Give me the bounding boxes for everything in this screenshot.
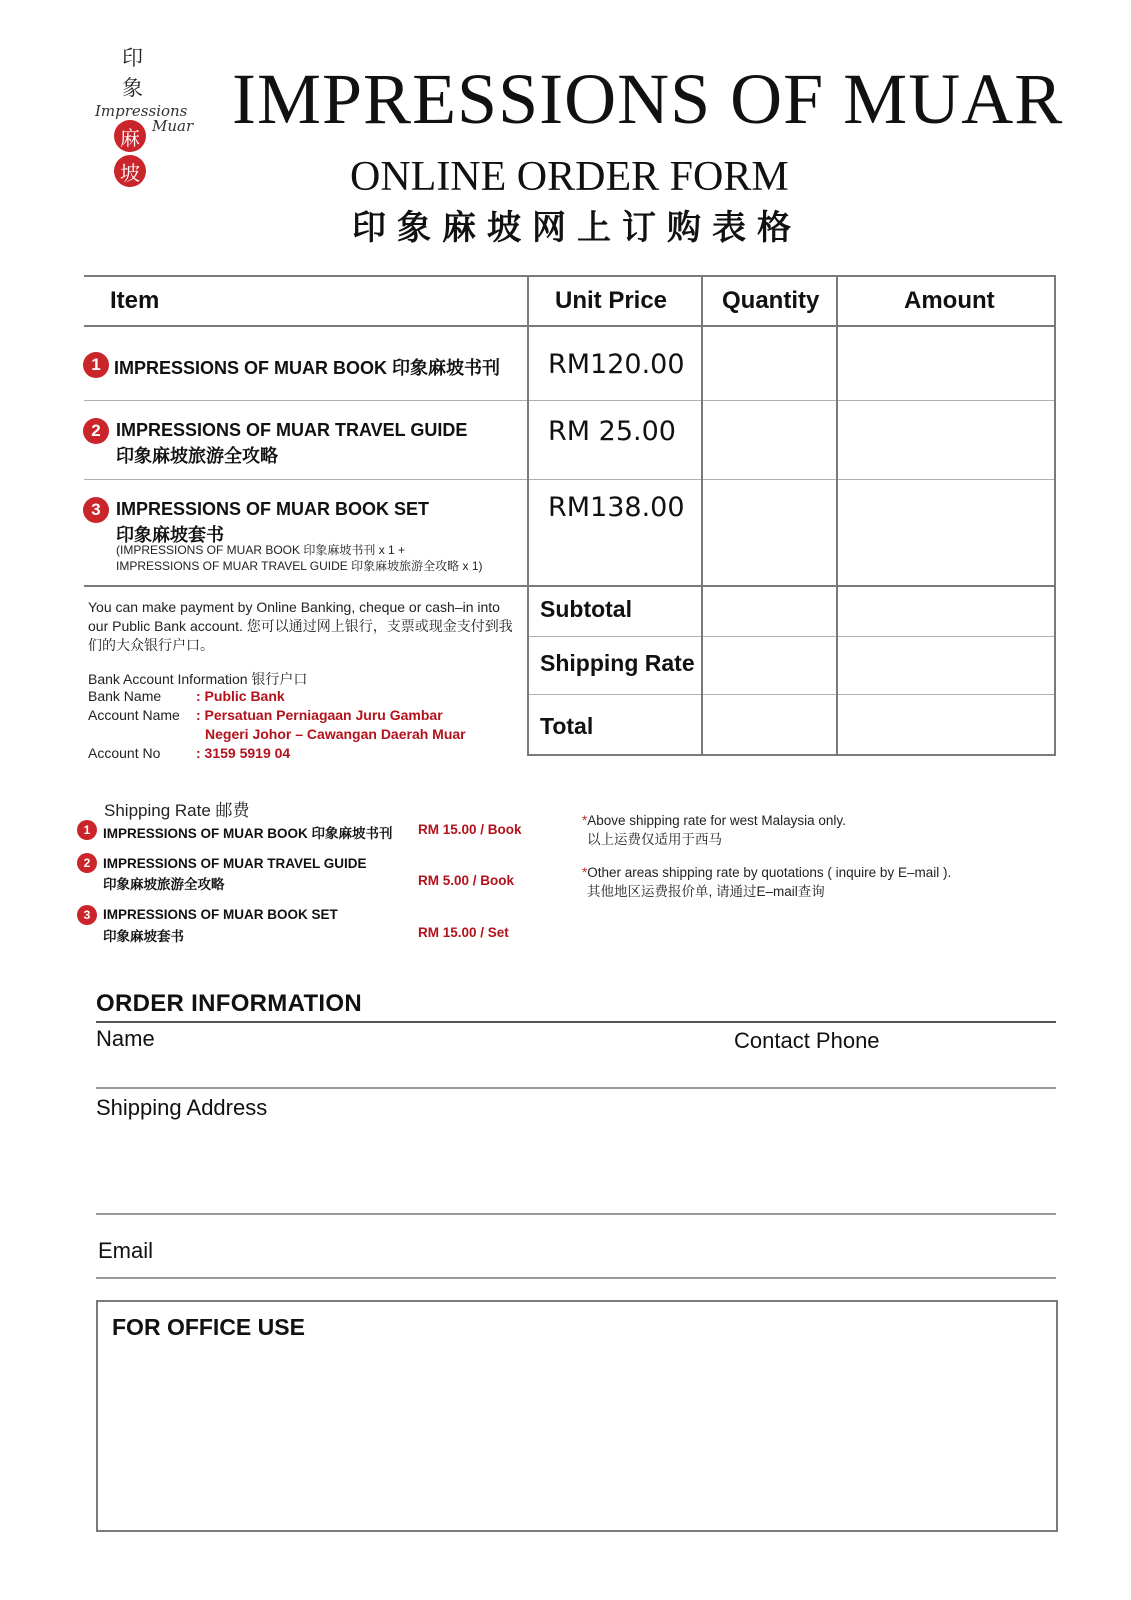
contact-phone-field[interactable] bbox=[730, 1023, 1056, 1087]
shipping-item-badge: 2 bbox=[77, 853, 97, 873]
total-label: Total bbox=[540, 713, 594, 739]
shipping-item-name-chinese: 印象麻坡套书 bbox=[103, 929, 184, 944]
page-title: IMPRESSIONS OF MUAR bbox=[232, 59, 1064, 139]
subtotal-quantity-cell[interactable] bbox=[703, 587, 836, 636]
payment-instructions: You can make payment by Online Banking, cheque or cash–in into our Public Bank account. 您可以通过网上银行，支票或现金支付到我们的大众银行户口。 bbox=[88, 599, 513, 653]
quantity-cell[interactable] bbox=[703, 327, 836, 400]
quantity-cell[interactable] bbox=[703, 480, 836, 585]
account-no-label: Account No bbox=[88, 745, 161, 761]
logo-script-1: Impressions bbox=[95, 102, 188, 120]
amount-cell[interactable] bbox=[838, 327, 1054, 400]
shipping-address-label: Shipping Address bbox=[96, 1095, 268, 1120]
logo-char-2: 象 bbox=[122, 76, 143, 100]
amount-cell[interactable] bbox=[838, 480, 1054, 585]
shipping-item-name: IMPRESSIONS OF MUAR BOOK 印象麻坡书刊 bbox=[103, 826, 393, 841]
table-rule bbox=[527, 275, 529, 756]
shipping-address-field[interactable] bbox=[96, 1089, 1056, 1213]
col-header-quantity: Quantity bbox=[722, 287, 820, 314]
contact-phone-label: Contact Phone bbox=[734, 1028, 880, 1053]
item-number-badge: 1 bbox=[83, 352, 109, 378]
shipping-rate-title: Shipping Rate 邮费 bbox=[104, 801, 250, 820]
item-name-chinese: 印象麻坡套书 bbox=[116, 525, 224, 545]
item-unit-price: RM 25.00 bbox=[548, 416, 676, 447]
shipping-note-2 bbox=[582, 863, 951, 901]
shipping-note-1 bbox=[582, 811, 846, 849]
total-quantity-cell[interactable] bbox=[703, 695, 836, 754]
logo-script-2: Muar bbox=[152, 117, 194, 135]
shipping-quantity-cell[interactable] bbox=[703, 637, 836, 694]
item-number-badge: 2 bbox=[83, 418, 109, 444]
col-header-unit-price: Unit Price bbox=[555, 287, 668, 314]
item-name-chinese: 印象麻坡旅游全攻略 bbox=[116, 446, 278, 466]
field-underline bbox=[96, 1277, 1056, 1279]
item-unit-price: RM138.00 bbox=[548, 492, 685, 523]
account-no-value: : 3159 5919 04 bbox=[196, 745, 291, 761]
name-label: Name bbox=[96, 1026, 155, 1051]
bank-name-value: : Public Bank bbox=[196, 688, 285, 704]
logo bbox=[92, 42, 202, 192]
subtotal-label: Subtotal bbox=[540, 596, 632, 622]
page-subtitle-chinese: 印象麻坡网上订购表格 bbox=[352, 208, 802, 248]
logo-seal-1: 麻 bbox=[114, 120, 146, 152]
account-name-value-line2: Negeri Johor – Cawangan Daerah Muar bbox=[205, 726, 466, 742]
asterisk: * bbox=[582, 865, 588, 880]
logo-seal-2: 坡 bbox=[114, 155, 146, 187]
account-name-label: Account Name bbox=[88, 707, 180, 723]
shipping-item-name: IMPRESSIONS OF MUAR TRAVEL GUIDE bbox=[103, 856, 367, 871]
shipping-amount-cell[interactable] bbox=[838, 637, 1054, 694]
email-label: Email bbox=[98, 1238, 154, 1263]
col-header-item: Item bbox=[110, 287, 160, 314]
shipping-item-rate: RM 5.00 / Book bbox=[418, 873, 515, 888]
shipping-item-name-chinese: 印象麻坡旅游全攻略 bbox=[103, 877, 225, 892]
email-field[interactable] bbox=[96, 1215, 1056, 1277]
office-use-label: FOR OFFICE USE bbox=[112, 1314, 305, 1340]
office-use-box bbox=[96, 1300, 1058, 1532]
item-note: (IMPRESSIONS OF MUAR BOOK 印象麻坡书刊 x 1 + bbox=[116, 543, 406, 557]
shipping-item-name: IMPRESSIONS OF MUAR BOOK SET bbox=[103, 907, 338, 922]
table-rule bbox=[1054, 275, 1056, 756]
amount-cell[interactable] bbox=[838, 401, 1054, 479]
total-amount-cell[interactable] bbox=[838, 695, 1054, 754]
shipping-note-2-cn: 其他地区运费报价单, 请通过E–mail查询 bbox=[587, 884, 825, 899]
bank-info-label: Bank Account Information 银行户口 bbox=[88, 671, 308, 687]
item-name: IMPRESSIONS OF MUAR BOOK SET bbox=[116, 499, 430, 519]
shipping-item-rate: RM 15.00 / Book bbox=[418, 822, 522, 837]
page-subtitle: ONLINE ORDER FORM bbox=[350, 154, 789, 200]
shipping-note-2-en: Other areas shipping rate by quotations ( inquire by E–mail ). bbox=[587, 865, 952, 880]
bank-name-label: Bank Name bbox=[88, 688, 162, 704]
shipping-item-badge: 1 bbox=[77, 820, 97, 840]
shipping-note-1-cn: 以上运费仅适用于西马 bbox=[587, 832, 722, 847]
item-unit-price: RM120.00 bbox=[548, 349, 685, 380]
logo-char-1: 印 bbox=[122, 46, 143, 70]
table-rule bbox=[84, 275, 1056, 277]
item-number-badge: 3 bbox=[83, 497, 109, 523]
shipping-item-rate: RM 15.00 / Set bbox=[418, 925, 509, 940]
shipping-note-1-en: Above shipping rate for west Malaysia only. bbox=[587, 813, 846, 828]
item-name: IMPRESSIONS OF MUAR TRAVEL GUIDE bbox=[116, 420, 468, 440]
asterisk: * bbox=[582, 813, 588, 828]
item-name: IMPRESSIONS OF MUAR BOOK 印象麻坡书刊 bbox=[114, 358, 501, 378]
shipping-rate-label: Shipping Rate bbox=[540, 650, 695, 676]
col-header-amount: Amount bbox=[904, 287, 995, 314]
account-name-value: : Persatuan Perniagaan Juru Gambar bbox=[196, 707, 443, 723]
quantity-cell[interactable] bbox=[703, 401, 836, 479]
shipping-item-badge: 3 bbox=[77, 905, 97, 925]
name-field[interactable] bbox=[96, 1023, 716, 1087]
order-information-title: ORDER INFORMATION bbox=[96, 990, 362, 1017]
table-rule bbox=[528, 754, 1056, 756]
item-note: IMPRESSIONS OF MUAR TRAVEL GUIDE 印象麻坡旅游全攻略 x 1) bbox=[116, 559, 483, 573]
subtotal-amount-cell[interactable] bbox=[838, 587, 1054, 636]
